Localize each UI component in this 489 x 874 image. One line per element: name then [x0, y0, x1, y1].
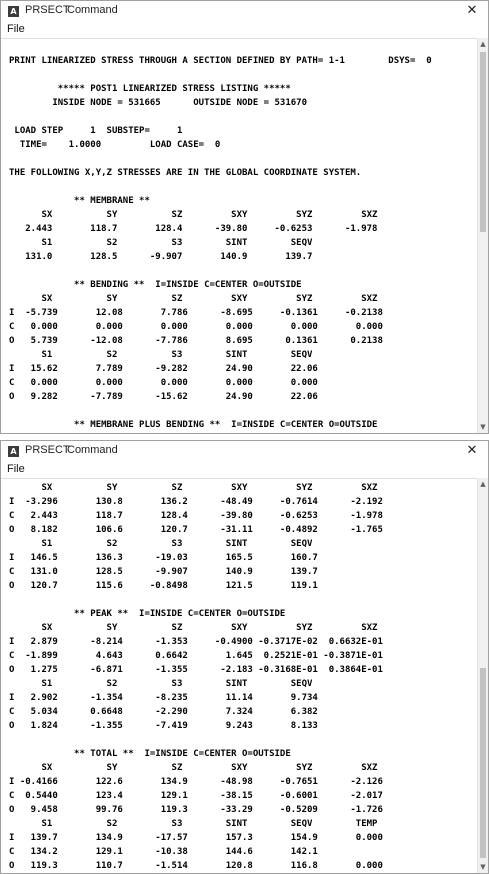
- scroll-down-arrow-icon[interactable]: ▼: [480, 423, 486, 431]
- output-line: SX SY SZ SXY SYZ SXZ: [9, 623, 378, 633]
- output-line: TIME= 1.0000 LOAD CASE= 0: [9, 140, 221, 150]
- output-line: C 134.2 129.1 -10.38 144.6 142.1: [9, 847, 318, 857]
- output-line: C 2.443 118.7 128.4 -39.80 -0.6253 -1.978: [9, 511, 383, 521]
- output-line: SX SY SZ SXY SYZ SXZ: [9, 294, 378, 304]
- output-line: I 139.7 134.9 -17.57 157.3 154.9 0.000: [9, 833, 383, 843]
- output-line: I 2.902 -1.354 -8.235 11.14 9.734: [9, 693, 318, 703]
- scroll-up-arrow-icon[interactable]: ▲: [480, 480, 486, 488]
- output-line: O 5.739 -12.08 -7.786 8.695 0.1361 0.2138: [9, 336, 383, 346]
- vertical-scrollbar[interactable]: [477, 478, 488, 873]
- output-line: I -3.296 130.8 136.2 -48.49 -0.7614 -2.192: [9, 497, 383, 507]
- menu-bar: [1, 21, 488, 37]
- ansys-app-icon: A: [8, 446, 19, 457]
- output-line: I -0.4166 122.6 134.9 -48.98 -0.7651 -2.126: [9, 777, 383, 787]
- output-line: C -1.899 4.643 0.6642 1.645 0.2521E-01 -0.3871E-01: [9, 651, 383, 661]
- output-line: O 119.3 110.7 -1.514 120.8 116.8 0.000: [9, 861, 383, 871]
- output-line: I 2.879 -8.214 -1.353 -0.4900 -0.3717E-02 0.6632E-01: [9, 637, 383, 647]
- output-line: PRINT LINEARIZED STRESS THROUGH A SECTION DEFINED BY PATH= 1-1 DSYS= 0: [9, 56, 432, 66]
- output-line: C 0.000 0.000 0.000 0.000 0.000 0.000: [9, 322, 383, 332]
- output-line: C 5.034 0.6648 -2.290 7.324 6.382: [9, 707, 318, 717]
- menu-file[interactable]: File: [7, 463, 25, 475]
- output-line: O 9.282 -7.789 -15.62 24.90 22.06: [9, 392, 318, 402]
- output-line: SX SY SZ SXY SYZ SXZ: [9, 763, 378, 773]
- output-line: S1 S2 S3 SINT SEQV: [9, 238, 313, 248]
- title-bar[interactable]: [1, 1, 488, 21]
- window-title-command: Command: [67, 4, 118, 16]
- close-button[interactable]: ✕: [466, 3, 478, 18]
- output-line: C 131.0 128.5 -9.907 140.9 139.7: [9, 567, 318, 577]
- output-line: S1 S2 S3 SINT SEQV: [9, 679, 313, 689]
- ansys-app-icon: A: [8, 6, 19, 17]
- output-line: O 9.458 99.76 119.3 -33.29 -0.5209 -1.726: [9, 805, 383, 815]
- output-line: S1 S2 S3 SINT SEQV TEMP: [9, 819, 378, 829]
- scrollbar-thumb[interactable]: [480, 668, 486, 858]
- output-line: C 0.5440 123.4 129.1 -38.15 -0.6001 -2.017: [9, 791, 383, 801]
- output-line: O 120.7 115.6 -0.8498 121.5 119.1: [9, 581, 318, 591]
- output-line: O 1.824 -1.355 -7.419 9.243 8.133: [9, 721, 318, 731]
- window-title-app: PRSECT: [25, 444, 70, 456]
- output-text-area[interactable]: [1, 38, 478, 433]
- output-line: SX SY SZ SXY SYZ SXZ: [9, 483, 378, 493]
- scrollbar-thumb[interactable]: [480, 52, 486, 232]
- scroll-up-arrow-icon[interactable]: ▲: [480, 40, 486, 48]
- menu-file[interactable]: File: [7, 23, 25, 35]
- output-line: THE FOLLOWING X,Y,Z STRESSES ARE IN THE GLOBAL COORDINATE SYSTEM.: [9, 168, 362, 178]
- output-line: I -5.739 12.08 7.786 -8.695 -0.1361 -0.2138: [9, 308, 383, 318]
- output-line: ** MEMBRANE PLUS BENDING ** I=INSIDE C=CENTER O=OUTSIDE: [9, 420, 378, 430]
- output-line: ** TOTAL ** I=INSIDE C=CENTER O=OUTSIDE: [9, 749, 291, 759]
- output-text-area[interactable]: [1, 478, 478, 873]
- output-line: 131.0 128.5 -9.907 140.9 139.7: [9, 252, 313, 262]
- output-line: LOAD STEP 1 SUBSTEP= 1: [9, 126, 183, 136]
- output-line: ** BENDING ** I=INSIDE C=CENTER O=OUTSIDE: [9, 280, 302, 290]
- menu-bar: [1, 461, 488, 477]
- title-bar[interactable]: [1, 441, 488, 461]
- output-line: C 0.000 0.000 0.000 0.000 0.000: [9, 378, 318, 388]
- output-line: I 15.62 7.789 -9.282 24.90 22.06: [9, 364, 318, 374]
- scroll-down-arrow-icon[interactable]: ▼: [480, 863, 486, 871]
- output-line: ***** POST1 LINEARIZED STRESS LISTING *****: [9, 84, 291, 94]
- output-line: INSIDE NODE = 531665 OUTSIDE NODE = 531670: [9, 98, 308, 108]
- output-line: S1 S2 S3 SINT SEQV: [9, 539, 313, 549]
- output-line: O 8.182 106.6 120.7 -31.11 -0.4892 -1.765: [9, 525, 383, 535]
- output-line: O 1.275 -6.871 -1.355 -2.183 -0.3168E-01 0.3864E-01: [9, 665, 383, 675]
- window-title-command: Command: [67, 444, 118, 456]
- command-window-bottom: [0, 440, 489, 874]
- output-line: ** PEAK ** I=INSIDE C=CENTER O=OUTSIDE: [9, 609, 286, 619]
- close-button[interactable]: ✕: [466, 443, 478, 458]
- output-line: 2.443 118.7 128.4 -39.80 -0.6253 -1.978: [9, 224, 378, 234]
- window-title-app: PRSECT: [25, 4, 70, 16]
- output-line: S1 S2 S3 SINT SEQV: [9, 350, 313, 360]
- command-window-top: [0, 0, 489, 434]
- output-line: I 146.5 136.3 -19.03 165.5 160.7: [9, 553, 318, 563]
- output-line: ** MEMBRANE **: [9, 196, 150, 206]
- output-line: SX SY SZ SXY SYZ SXZ: [9, 210, 378, 220]
- vertical-scrollbar[interactable]: [477, 38, 488, 433]
